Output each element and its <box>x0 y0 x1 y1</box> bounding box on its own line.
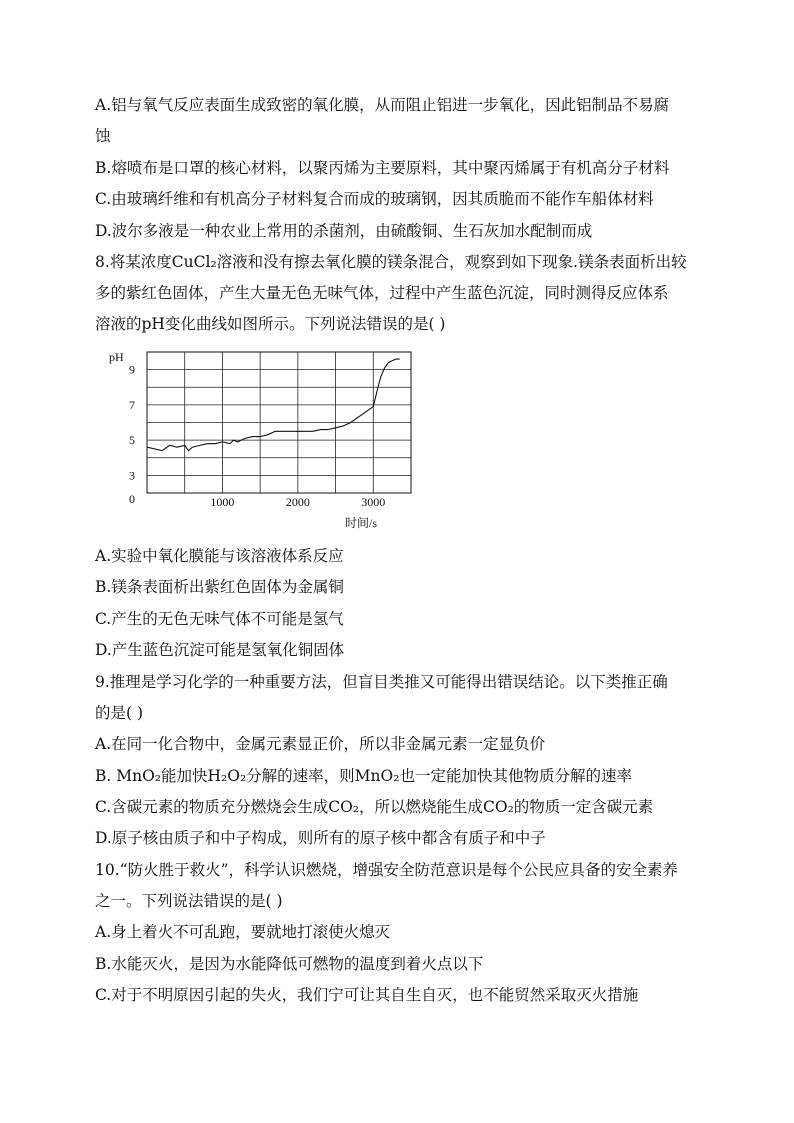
option-10b: B.水能灭火，是因为水能降低可燃物的温度到着火点以下 <box>95 955 484 973</box>
ph-chart <box>100 345 420 535</box>
option-7a-line1: A.铝与氧气反应表面生成致密的氧化膜，从而阻止铝进一步氧化，因此铝制品不易腐 <box>95 96 670 114</box>
option-9a: A.在同一化合物中，金属元素显正价，所以非金属元素一定显负价 <box>95 735 546 753</box>
option-7b: B.熔喷布是口罩的核心材料，以聚丙烯为主要原料，其中聚丙烯属于有机高分子材料 <box>95 159 670 177</box>
y-tick-label: 7 <box>129 397 135 412</box>
question-10-line1: 10.“防火胜于救火”，科学认识燃烧，增强安全防范意识是每个公民应具备的安全素养 <box>95 861 679 879</box>
option-8d: D.产生蓝色沉淀可能是氢氧化铜固体 <box>95 641 345 659</box>
question-9-line1: 9.推理是学习化学的一种重要方法，但盲目类推又可能得出错误结论。以下类推正确 <box>95 673 668 691</box>
option-7d: D.波尔多液是一种农业上常用的杀菌剂，由硫酸铜、生石灰加水配制而成 <box>95 222 593 240</box>
x-tick-label: 1000 <box>210 495 235 509</box>
question-10-line2: 之一。下列说法错误的是( ) <box>95 892 283 910</box>
option-10a: A.身上着火不可乱跑，要就地打滚使火熄灭 <box>95 923 391 941</box>
option-9d: D.原子核由质子和中子构成，则所有的原子核中都含有质子和中子 <box>95 829 546 847</box>
option-8b: B.镁条表面析出紫红色固体为金属铜 <box>95 578 344 596</box>
option-10c: C.对于不明原因引起的失火，我们宁可让其自生自灭，也不能贸然采取灭火措施 <box>95 986 639 1004</box>
option-8a: A.实验中氧化膜能与该溶液体系反应 <box>95 547 344 565</box>
question-8-line3: 溶液的pH变化曲线如图所示。下列说法错误的是( ) <box>95 315 446 333</box>
y-tick-label: 3 <box>129 468 135 483</box>
option-9c: C.含碳元素的物质充分燃烧会生成CO₂，所以燃烧能生成CO₂的物质一定含碳元素 <box>95 798 654 816</box>
y-tick-label: 9 <box>129 362 135 377</box>
chart-tick-labels <box>129 363 385 509</box>
question-8-line2: 多的紫红色固体，产生大量无色无味气体，过程中产生蓝色沉淀，同时测得反应体系 <box>95 284 669 302</box>
option-8c: C.产生的无色无味气体不可能是氢气 <box>95 610 344 628</box>
option-9b: B. MnO₂能加快H₂O₂分解的速率，则MnO₂也一定能加快其他物质分解的速率 <box>95 767 632 785</box>
x-tick-label: 3000 <box>361 495 386 509</box>
y-axis-label: pH <box>109 350 124 364</box>
chart-grid <box>147 352 411 493</box>
y-tick-label-origin: 0 <box>129 492 135 506</box>
option-7c: C.由玻璃纤维和有机高分子材料复合而成的玻璃钢，因其质脆而不能作车船体材料 <box>95 190 654 208</box>
x-axis-label: 时间/s <box>345 516 378 530</box>
option-7a-line2: 蚀 <box>95 127 111 145</box>
y-tick-label: 5 <box>129 433 135 448</box>
question-8-line1: 8.将某浓度CuCl₂溶液和没有擦去氧化膜的镁条混合，观察到如下现象.镁条表面析出较 <box>95 253 687 271</box>
x-tick-label: 2000 <box>285 495 310 509</box>
question-9-line2: 的是( ) <box>95 704 144 722</box>
